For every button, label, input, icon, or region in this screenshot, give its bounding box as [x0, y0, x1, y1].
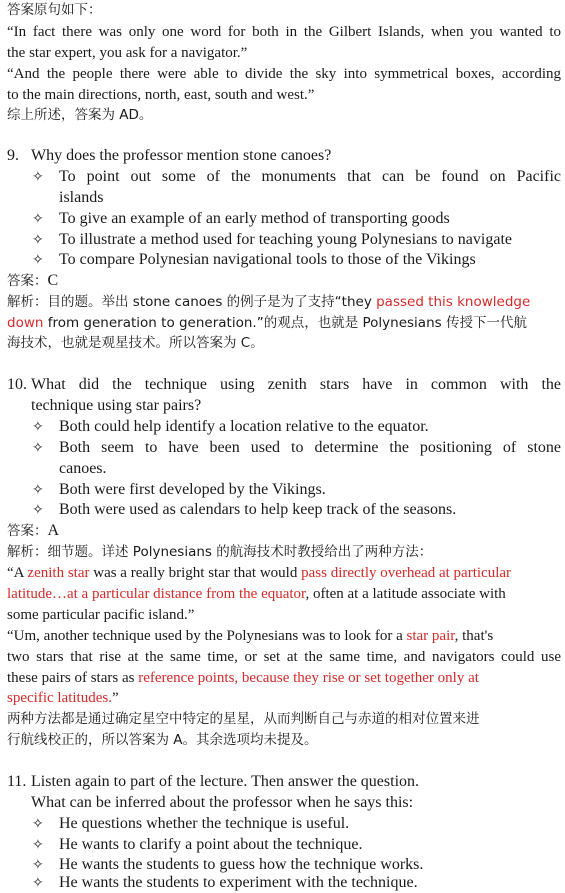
option-text: He wants to clarify a point about the technique. [59, 836, 363, 853]
option-text: He wants the students to guess how the technique works. [59, 856, 424, 873]
quote-line [7, 563, 561, 583]
quote-text: was a really bright star that would [89, 565, 302, 581]
question-number: 9. [7, 147, 19, 164]
answer-line [7, 521, 561, 541]
diamond-star-icon: ✧ [32, 232, 44, 248]
question-instruction: Listen again to part of the lecture. Then answer the question. [31, 773, 420, 790]
diamond-star-icon: ✧ [32, 169, 44, 185]
conclusion-text: 两种方法都是通过确定星空中特定的星星，从而判断自己与赤道的相对位置来进 [7, 711, 480, 727]
conclusion-text: 行航线校正的，所以答案为 A。其余选项均未提及。 [7, 732, 318, 748]
quote-line: the star expert, you ask for a navigator.” [7, 45, 248, 61]
diamond-star-icon: ✧ [32, 875, 44, 891]
quote-text: “A [7, 565, 28, 581]
highlighted-text: down [7, 315, 44, 331]
question-text: What can be inferred about the professor when he says this: [31, 794, 414, 811]
diamond-star-icon: ✧ [32, 211, 44, 227]
diamond-star-icon: ✧ [32, 482, 44, 498]
quote-line: some particular pacific island.” [7, 607, 195, 623]
quote-text: ” [111, 690, 119, 706]
question-number: 11. [7, 773, 27, 790]
quote-line: “In fact there was only one word for both in the Gilbert Islands, when you wanted to [7, 24, 561, 40]
diamond-star-icon: ✧ [32, 419, 44, 435]
quote-line [7, 584, 561, 604]
quote-text: these pairs of stars as [7, 670, 139, 686]
option-text: To point out some of the monuments that can be found on Pacific [59, 168, 561, 185]
explanation-line [7, 292, 561, 312]
answer-source-label: 答案原句如下： [7, 2, 102, 18]
answer-label: 答案： [7, 273, 48, 289]
diamond-star-icon: ✧ [32, 502, 44, 518]
diamond-star-icon: ✧ [32, 857, 44, 873]
answer-value: C [47, 272, 59, 289]
quote-text: “Um, another technique used by the Polynesians was to look for a [7, 628, 407, 644]
option-text: Both were first developed by the Vikings. [59, 481, 326, 498]
quote-text: , that's [454, 628, 494, 644]
quote-line: two stars that rise at the same time, or set at the same time, and navigators could use [7, 649, 561, 665]
option-text-cont: islands [59, 189, 104, 206]
quote-line [7, 626, 561, 646]
question-text: technique using star pairs? [31, 397, 202, 414]
option-text: To compare Polynesian navigational tools to those of the Vikings [59, 251, 476, 268]
option-text-cont: canoes. [59, 460, 107, 477]
question-number: 10. [7, 376, 27, 393]
summary-text: 综上所述，答案为 AD。 [7, 107, 153, 123]
explanation-line: 解析：细节题。详述 Polynesians 的航海技术时教授给出了两种方法： [7, 544, 433, 560]
highlighted-text: reference points, because they rise or set together only at [138, 670, 479, 686]
diamond-star-icon: ✧ [32, 440, 44, 456]
quote-line [7, 668, 561, 688]
highlighted-text: latitude…at a particular distance from the equator [7, 586, 306, 602]
diamond-star-icon: ✧ [32, 816, 44, 832]
option-text: Both seem to have been used to determine the positioning of stone [59, 439, 561, 456]
highlighted-text: specific latitudes. [7, 690, 112, 706]
option-text: He questions whether the technique is useful. [59, 815, 350, 832]
highlighted-text: pass directly overhead at particular [301, 565, 512, 581]
option-text: To give an example of an early method of transporting goods [59, 210, 450, 227]
highlighted-text: zenith star [27, 565, 90, 581]
option-text: He wants the students to experiment with the technique. [59, 874, 418, 891]
explanation-text: from generation to generation.”的观点，也就是 Polynesians 传授下一代航 [43, 315, 527, 331]
option-text: Both were used as calendars to help keep track of the seasons. [59, 501, 457, 518]
explanation-line [7, 313, 561, 333]
highlighted-text: passed this knowledge [376, 294, 531, 310]
quote-text: , often at a latitude associate with [305, 586, 506, 602]
quote-line: to the main directions, north, east, south and west.” [7, 87, 315, 103]
answer-line [7, 271, 561, 291]
option-text: To illustrate a method used for teaching young Polynesians to navigate [59, 231, 512, 248]
quote-line [7, 688, 561, 708]
answer-label: 答案： [7, 523, 48, 539]
diamond-star-icon: ✧ [32, 837, 44, 853]
quote-line: “And the people there were able to divide the sky into symmetrical boxes, according [7, 66, 561, 82]
explanation-line: 海技术，也就是观星技术。所以答案为 C。 [7, 335, 264, 351]
diamond-star-icon: ✧ [32, 252, 44, 268]
question-text: Why does the professor mention stone canoes? [31, 147, 332, 164]
option-text: Both could help identify a location relative to the equator. [59, 418, 429, 435]
answer-value: A [47, 522, 60, 539]
explanation-text: 解析：目的题。举出 stone canoes 的例子是为了支持“they [7, 294, 377, 310]
question-text: What did the technique using zenith stars have in common with the [31, 376, 561, 393]
highlighted-text: star pair [406, 628, 455, 644]
